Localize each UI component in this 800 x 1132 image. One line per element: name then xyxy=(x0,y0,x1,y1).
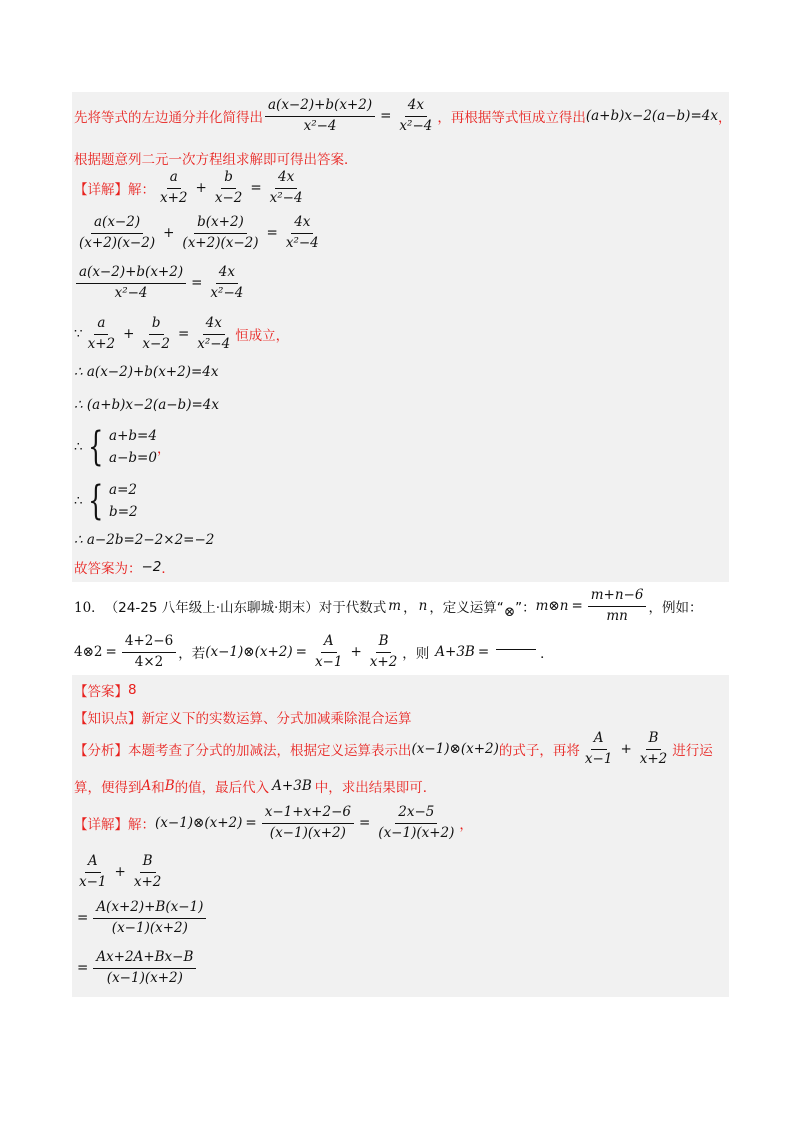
analysis-line-1: 先将等式的左边通分并化简得出 $\frac{a(x-2)+b(x+2)}{\text{x²−4}}$ = $\frac{4x}{\text{x²−4}}$ ，再根据等式恒成立得出 (a+b)x−2(a−b)=4x ， xyxy=(74,97,732,134)
detail-eq-4: ∵ $\frac{a}{x+2}$ + $\frac{b}{x-2}$ = $\frac{4x}{\text{x²−4}}$ 恒成立， xyxy=(74,315,290,352)
fraction: $\frac{a(x-2)+b(x+2)}{\text{x²−4}}$ xyxy=(265,98,375,134)
detail-eq-7: ∴ a−2b=2−2×2=−2 xyxy=(74,532,215,548)
detail-system-1: ∴ { a+b=4 a−b=0 ， xyxy=(74,424,171,470)
solution-detail-2: $\frac{A}{x-1}$ + $\frac{B}{x+2}$ xyxy=(79,853,162,890)
solution-detail-1: 【详解】解： (x−1)⊗(x+2) = $\frac{x-1+x+2-6}{(x-1)(x+2)}$ = $\frac{2x-5}{(x-1)(x+2)}$ ， xyxy=(74,804,473,841)
answer-value: 8 xyxy=(128,682,137,698)
knowledge-line: 【知识点】 新定义下的实数运算、分式加减乘除混合运算 xyxy=(74,711,412,727)
final-answer-line: 故答案为： −2 ． xyxy=(74,559,175,577)
detail-eq-2: $\frac{a(x-2)}{(x+2)(x-2)}$ + $\frac{b(x+2)}{(x+2)(x-2)}$ = $\frac{4x}{\text{x²−4}}$ xyxy=(79,214,319,251)
question-10-line-1: 10． （24-25 八年级上·山东聊城·期末） 对于代数式 m ， n ，定义运算“ ⊗ ”： m⊗n = $\frac{m+n-6}{mn}$ ，例如： xyxy=(74,587,703,624)
question-number: 10． xyxy=(74,600,105,617)
detail-eq-3: $\frac{a(x-2)+b(x+2)}{\text{x²−4}}$ = $\frac{4x}{\text{x²−4}}$ xyxy=(74,265,248,301)
question-10-line-2: 4⊗2 = $\frac{4+2-6}{4\times 2}$ ，若 (x−1)⊗(x+2) = $\frac{A}{x-1}$ + $\frac{B}{x+2}$ ，则 A+3B = ． xyxy=(74,633,554,670)
analysis-text: 先将等式的左边通分并化简得出 xyxy=(74,110,263,127)
question-source: （24-25 八年级上·山东聊城·期末） xyxy=(104,600,319,617)
detail-label: 【详解】解： xyxy=(74,182,155,199)
detail-eq-6: ∴ (a+b)x−2(a−b)=4x xyxy=(74,397,219,413)
detail-system-2: ∴ { a=2 b=2 xyxy=(74,478,138,524)
detail-eq-5: ∴ a(x−2)+b(x+2)=4x xyxy=(74,364,219,380)
solution-detail-4: = $\frac{Ax+2A+Bx-B}{(x-1)(x+2)}$ xyxy=(74,950,198,986)
answer-line: 【答案】 8 xyxy=(74,682,137,700)
fraction: $\frac{4x}{\text{x²−4}}$ xyxy=(399,97,433,134)
equation-system: { a=2 b=2 xyxy=(87,478,138,524)
math-expression: (a+b)x−2(a−b)=4x xyxy=(585,108,718,125)
analysis-line-b: 算，便得到 A 和 B 的值，最后代入 A+3B 中，求出结果即可． xyxy=(74,778,437,796)
answer-blank xyxy=(496,649,536,650)
analysis-line-2: 根据题意列二元一次方程组求解即可得出答案． xyxy=(74,152,358,168)
solution-detail-3: = $\frac{A(x+2)+B(x-1)}{(x-1)(x+2)}$ xyxy=(74,900,208,936)
analysis-line-a: 【分析】 本题考查了分式的加减法，根据定义运算表示出 (x−1)⊗(x+2) 的式子，再将 $\frac{A}{x-1}$ + $\frac{B}{x+2}$ 进行运 xyxy=(74,730,713,767)
otimes-symbol: ⊗ xyxy=(503,604,516,621)
equation-system: { a+b=4 a−b=0 xyxy=(87,424,157,470)
detail-eq-1: 【详解】解： $\frac{a}{x+2}$ + $\frac{b}{x-2}$ = $\frac{4x}{\text{x²−4}}$ xyxy=(74,169,303,206)
